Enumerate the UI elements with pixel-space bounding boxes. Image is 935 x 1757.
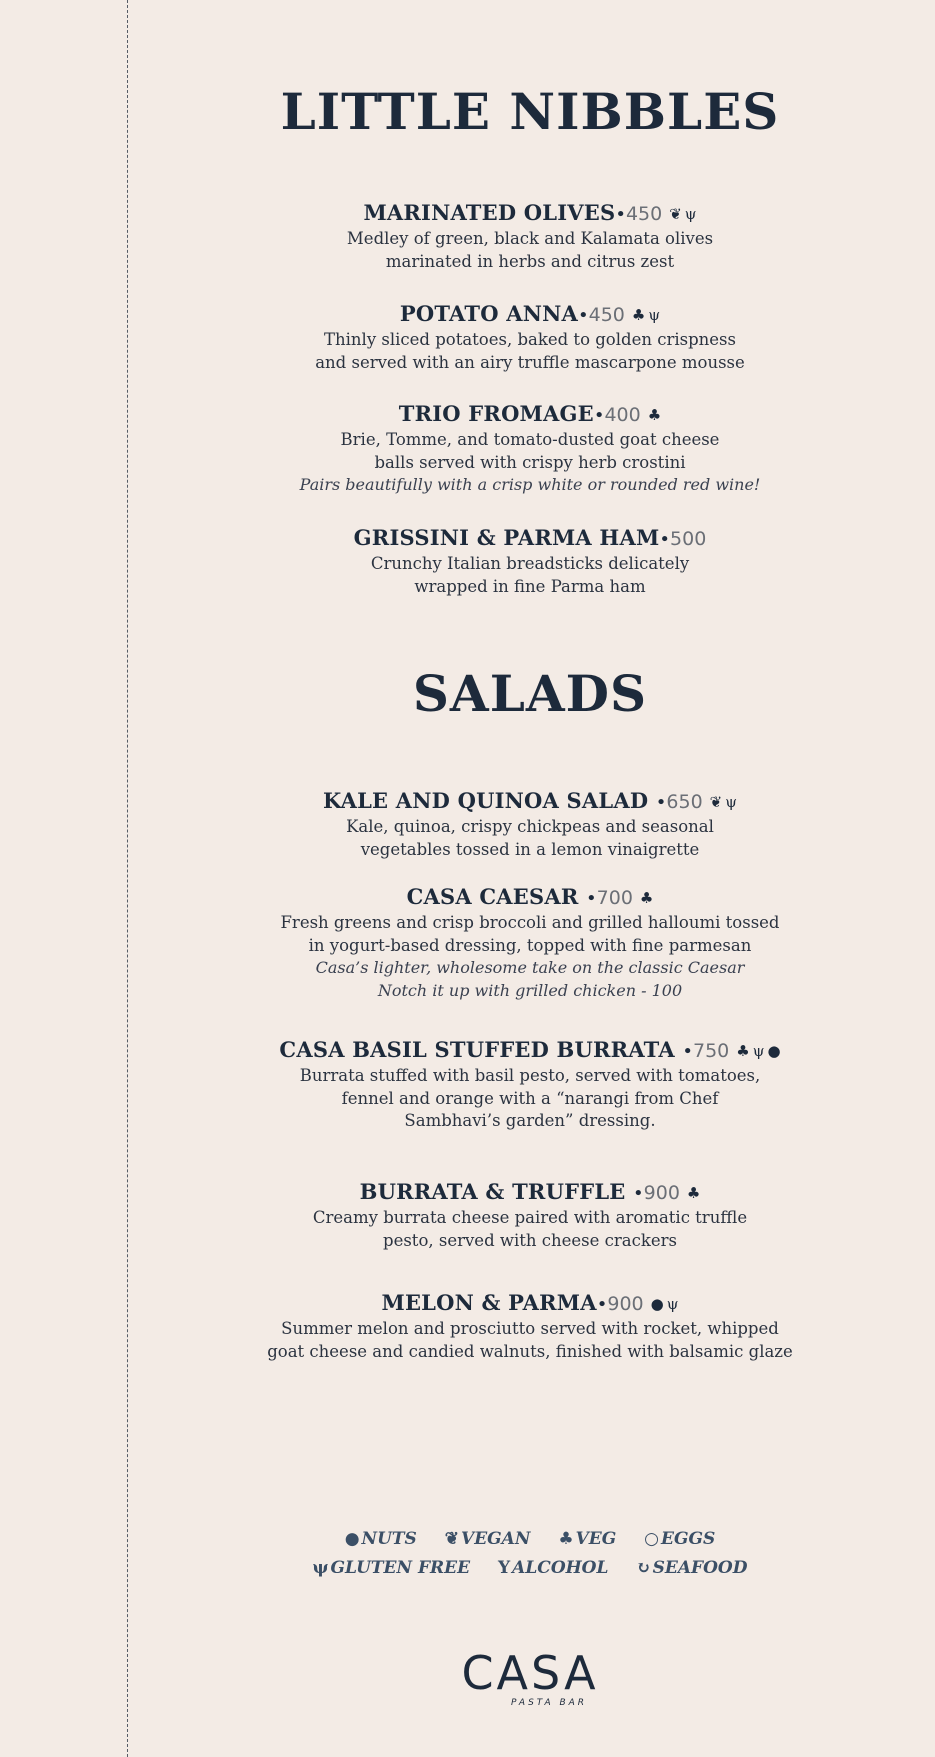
item-desc: and served with an airy truffle mascarpone mousse [315, 352, 745, 372]
item-desc: Crunchy Italian breadsticks delicately [370, 554, 690, 573]
item-price: 900 [607, 1293, 644, 1315]
vegan-leaf-icon: ❦ [444, 1529, 459, 1549]
item-price: 650 [666, 791, 703, 813]
item-name: MARINATED OLIVES [363, 200, 616, 225]
item-desc: Summer melon and prosciutto served with rocket, whipped [281, 1319, 779, 1338]
shrimp-icon: ↻ [636, 1558, 651, 1578]
item-name: BURRATA & TRUFFLE [359, 1179, 634, 1204]
item-desc: balls served with crispy herb crostini [374, 452, 686, 472]
cocktail-glass-icon: Y [498, 1558, 511, 1578]
salads-list [250, 788, 810, 1368]
legend-label: GLUTEN FREE [330, 1558, 471, 1578]
casa-logo [250, 1648, 810, 1708]
menu-item: CASA BASIL STUFFED BURRATA •750 ♣ ψ ● Burrata stuffed with basil pesto, served with tomatoes, fennel and orange with a “narangi from Chef Sambhavi’s garden” dressing. [250, 1037, 810, 1133]
menu-item: MELON & PARMA•900 ● ψ Summer melon and prosciutto served with rocket, whipped goat cheese and candied walnuts, finished with balsamic glaze [250, 1290, 810, 1363]
item-desc: Brie, Tomme, and tomato-dusted goat cheese [340, 430, 720, 449]
section-title: SALADS [412, 664, 648, 723]
legend-label: EGGS [661, 1529, 716, 1549]
menu-item: BURRATA & TRUFFLE •900 ♣ Creamy burrata cheese paired with aromatic truffle pesto, served with cheese crackers [250, 1179, 810, 1252]
item-name: CASA CAESAR [406, 884, 587, 909]
logo-wordmark: CASA [461, 1646, 599, 1700]
dashed-margin-line [127, 0, 128, 1757]
item-name: KALE AND QUINOA SALAD [323, 788, 656, 813]
menu-item: GRISSINI & PARMA HAM•500 Crunchy Italian breadsticks delicately wrapped in fine Parma ham [250, 525, 810, 598]
item-desc: vegetables tossed in a lemon vinaigrette [360, 839, 700, 859]
legend-label: ALCOHOL [512, 1558, 609, 1578]
item-desc: Kale, quinoa, crispy chickpeas and seasonal [346, 817, 714, 836]
gluten-free-icon: ψ [684, 205, 697, 223]
item-desc: Sambhavi’s garden” dressing. [404, 1111, 656, 1130]
legend-label: VEGAN [461, 1529, 531, 1549]
item-name: GRISSINI & PARMA HAM [353, 525, 660, 550]
gluten-free-icon: ψ [648, 306, 661, 324]
gluten-free-icon: ψ [666, 1295, 679, 1313]
item-name: CASA BASIL STUFFED BURRATA [279, 1037, 683, 1062]
vegan-leaf-icon: ❦ [669, 205, 682, 223]
gluten-free-icon: ψ [312, 1558, 329, 1578]
dietary-legend [250, 1525, 810, 1583]
menu-item: TRIO FROMAGE•400 ♣ Brie, Tomme, and tomato-dusted goat cheese balls served with crispy herb crostini Pairs beautifully with a crisp white or rounded red wine! [250, 401, 810, 497]
item-price: 750 [692, 1040, 730, 1062]
item-price: 900 [643, 1182, 680, 1204]
legend-label: SEAFOOD [652, 1558, 748, 1578]
section-little-nibbles [250, 82, 810, 141]
item-desc: Thinly sliced potatoes, baked to golden crispness [324, 330, 736, 349]
item-desc: marinated in herbs and citrus zest [385, 251, 675, 271]
item-price: 450 [625, 203, 663, 225]
nibbles-list [250, 200, 810, 600]
menu-item: MARINATED OLIVES•450 ❦ ψ Medley of green, black and Kalamata olives marinated in herbs and citrus zest [250, 200, 810, 273]
menu-item: CASA CAESAR •700 ♣ Fresh greens and crisp broccoli and grilled halloumi tossed in yogurt-based dressing, topped with fine parmesan Casa’s lighter, wholesome take on the classic Caesar Notch it up with grilled chicken - 100 [250, 884, 810, 1002]
item-name: TRIO FROMAGE [398, 401, 594, 426]
menu-item: POTATO ANNA•450 ♣ ψ Thinly sliced potatoes, baked to golden crispness and served with an airy truffle mascarpone mousse [250, 301, 810, 374]
section-salads [250, 664, 810, 723]
legend-label: VEG [575, 1529, 617, 1549]
item-desc: pesto, served with cheese crackers [383, 1230, 677, 1250]
item-note: Casa’s lighter, wholesome take on the classic Caesar [315, 958, 745, 977]
vegan-leaf-icon: ❦ [709, 793, 723, 811]
section-title: LITTLE NIBBLES [280, 82, 780, 141]
veg-icon: ♣ [647, 406, 662, 424]
veg-icon: ♣ [639, 889, 654, 907]
item-desc: goat cheese and candied walnuts, finished with balsamic glaze [267, 1341, 793, 1361]
item-desc: Creamy burrata cheese paired with aromatic truffle [312, 1208, 748, 1227]
item-price: 400 [604, 404, 641, 426]
item-desc: Fresh greens and crisp broccoli and grilled halloumi tossed [280, 913, 780, 932]
item-desc: in yogurt-based dressing, topped with fine parmesan [308, 935, 752, 955]
logo-subtitle: PASTA BAR [510, 1698, 588, 1708]
item-price: 700 [596, 887, 633, 909]
legend-label: NUTS [361, 1529, 417, 1549]
item-name: POTATO ANNA [399, 301, 578, 326]
nuts-icon: ● [344, 1529, 360, 1549]
nuts-icon: ● [650, 1295, 664, 1313]
item-name: MELON & PARMA [381, 1290, 597, 1315]
item-desc: Burrata stuffed with basil pesto, served with tomatoes, [299, 1066, 761, 1085]
gluten-free-icon: ψ [752, 1042, 765, 1060]
item-note: Notch it up with grilled chicken - 100 [377, 980, 683, 1000]
veg-icon: ♣ [686, 1184, 701, 1202]
veg-icon: ♣ [558, 1529, 574, 1549]
veg-icon: ♣ [736, 1042, 750, 1060]
item-desc: Medley of green, black and Kalamata olives [346, 229, 714, 248]
menu-item: KALE AND QUINOA SALAD •650 ❦ ψ Kale, quinoa, crispy chickpeas and seasonal vegetables tossed in a lemon vinaigrette [250, 788, 810, 861]
item-price: 500 [670, 528, 707, 550]
item-note: Pairs beautifully with a crisp white or rounded red wine! [299, 475, 761, 494]
gluten-free-icon: ψ [725, 793, 737, 811]
item-desc: fennel and orange with a “narangi from Chef [341, 1088, 719, 1108]
item-price: 450 [588, 304, 625, 326]
item-desc: wrapped in fine Parma ham [414, 576, 646, 596]
veg-icon: ♣ [631, 306, 646, 324]
egg-icon: ○ [644, 1529, 660, 1549]
nuts-icon: ● [767, 1042, 781, 1060]
